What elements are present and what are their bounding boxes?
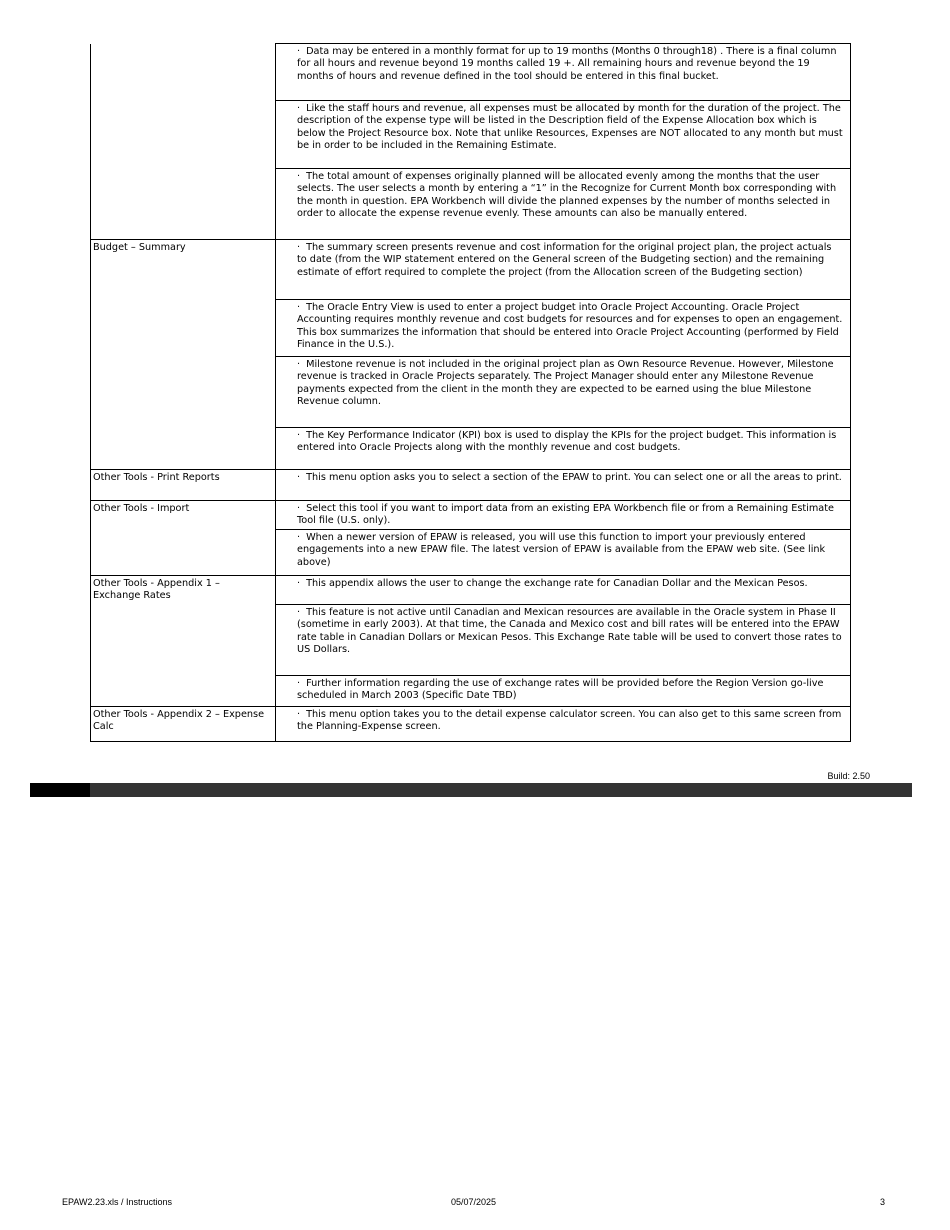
instruction-cell: [276, 676, 851, 707]
bullet-icon: ·: [297, 302, 301, 313]
instruction-cell: [276, 169, 851, 240]
instructions-table: [90, 43, 851, 742]
instruction-text: The total amount of expenses originally planned will be allocated evenly among the months that the user selects. The user selects a month by entering a “1” in the Recognize for Current Month box corresponding with the month in question. EPA Workbench will divide the planned expenses by the number of months selected in order to allocate the expense revenue evenly. These amounts can also be manually entered.: [297, 171, 837, 220]
instruction-text: Further information regarding the use of exchange rates will be provided before the Region Version go-live scheduled in March 2003 (Specific Date TBD): [297, 678, 824, 702]
section-label: Other Tools - Appendix 2 – Expense Calc: [91, 707, 276, 742]
footer-bar-left-block: [30, 783, 90, 797]
table-row: [91, 44, 851, 101]
footer-bar: [30, 783, 912, 797]
bullet-icon: ·: [297, 242, 301, 253]
bullet-icon: ·: [297, 359, 301, 370]
instruction-text: Data may be entered in a monthly format for up to 19 months (Months 0 through18) . There is a final column for all hours and revenue beyond 19 months called 19 +. All remaining hours and revenue beyond the 19 months of hours and revenue defined in the tool should be entered in this final bucket.: [297, 46, 837, 82]
section-label: [91, 44, 276, 240]
table-row: [91, 501, 851, 530]
section-label: Other Tools - Import: [91, 501, 276, 576]
section-label: Budget – Summary: [91, 240, 276, 470]
table-row: [91, 240, 851, 300]
table-row: [91, 470, 851, 501]
bullet-icon: ·: [297, 503, 301, 514]
instruction-cell: [276, 501, 851, 530]
footer-page-number: 3: [880, 1197, 886, 1207]
instruction-cell: [276, 530, 851, 576]
instruction-text: This appendix allows the user to change the exchange rate for Canadian Dollar and the Mexican Pesos.: [306, 578, 808, 589]
instruction-text: Milestone revenue is not included in the original project plan as Own Resource Revenue. However, Milestone revenue is tracked in Oracle Projects separately. The Project Manager should enter any Milestone Revenue payments expected from the client in the month they are expected to be earned using the blue Milestone Revenue column.: [297, 359, 834, 408]
bullet-icon: ·: [297, 578, 301, 589]
instruction-text: When a newer version of EPAW is released, you will use this function to import your previously entered engagements into a new EPAW file. The latest version of EPAW is available from the EPAW web site. (See link above): [297, 532, 826, 568]
instruction-cell: [276, 300, 851, 357]
bullet-icon: ·: [297, 171, 301, 182]
table-row: [91, 707, 851, 742]
bullet-icon: ·: [297, 430, 301, 441]
instruction-text: This menu option takes you to the detail expense calculator screen. You can also get to this same screen from the Planning-Expense screen.: [297, 709, 842, 733]
instruction-cell: [276, 428, 851, 470]
instruction-cell: [276, 707, 851, 742]
build-label: Build: 2.50: [827, 771, 870, 781]
instruction-text: The Oracle Entry View is used to enter a project budget into Oracle Project Accounting. Oracle Project Accounting requires monthly revenue and cost budgets for resources and for expenses to open an engagement. This box summarizes the information that should be entered into Oracle Project Accounting (performed by Field Finance in the U.S.).: [297, 302, 843, 351]
instruction-cell: [276, 576, 851, 605]
instruction-text: Select this tool if you want to import data from an existing EPA Workbench file or from a Remaining Estimate Tool file (U.S. only).: [297, 503, 834, 527]
instruction-cell: [276, 44, 851, 101]
bullet-icon: ·: [297, 532, 301, 543]
instruction-cell: [276, 470, 851, 501]
bullet-icon: ·: [297, 709, 301, 720]
section-label: Other Tools - Appendix 1 – Exchange Rates: [91, 576, 276, 707]
instruction-cell: [276, 240, 851, 300]
instruction-text: The summary screen presents revenue and cost information for the original project plan, the project actuals to date (from the WIP statement entered on the General screen of the Budgeting section) and the remaining estimate of effort required to complete the project (from the Allocation screen of the Budgeting section): [297, 242, 832, 278]
bullet-icon: ·: [297, 46, 301, 57]
bullet-icon: ·: [297, 103, 301, 114]
footer-date: 05/07/2025: [451, 1197, 497, 1207]
instruction-text: The Key Performance Indicator (KPI) box is used to display the KPIs for the project budget. This information is entered into Oracle Projects along with the monthly revenue and cost budgets.: [297, 430, 837, 454]
table-row: [91, 576, 851, 605]
instruction-text: This menu option asks you to select a section of the EPAW to print. You can select one or all the areas to print.: [306, 472, 842, 483]
instruction-text: Like the staff hours and revenue, all expenses must be allocated by month for the duration of the project. The description of the expense type will be listed in the Description field of the Expense Allocation box which is below the Project Resource box. Note that unlike Resources, Expenses are NOT allocated to any month but must be in order to be included in the Remaining Estimate.: [297, 103, 843, 152]
instruction-cell: [276, 605, 851, 676]
section-label: Other Tools - Print Reports: [91, 470, 276, 501]
footer-filename: EPAW2.23.xls / Instructions: [62, 1197, 173, 1207]
instruction-cell: [276, 357, 851, 428]
instruction-cell: [276, 101, 851, 169]
instruction-text: This feature is not active until Canadian and Mexican resources are available in the Oracle system in Phase II (sometime in early 2003). At that time, the Canada and Mexico cost and bill rates will be entered into the EPAW rate table in Canadian Dollars or Mexican Pesos. This Exchange Rate table will be used to convert those rates to US Dollars.: [297, 607, 842, 656]
bullet-icon: ·: [297, 607, 301, 618]
bullet-icon: ·: [297, 472, 301, 483]
bullet-icon: ·: [297, 678, 301, 689]
